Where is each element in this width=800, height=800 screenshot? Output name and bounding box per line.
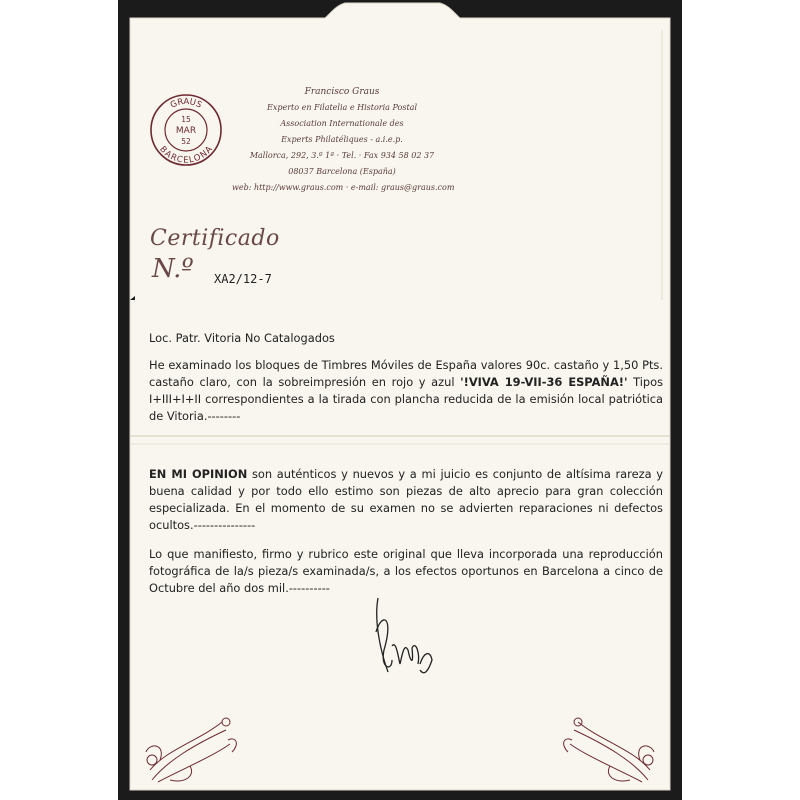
- letterhead-line: Mallorca, 292, 3.º 1ª · Tel. · Fax 934 58 02 37: [249, 151, 435, 160]
- overprint-text: '!VIVA 19-VII-36 ESPAÑA!': [460, 375, 628, 389]
- certificate-title: Certificado: [150, 226, 280, 251]
- certificate-number: XA2/12-7: [214, 272, 272, 286]
- letterhead-line: Association Internationale des: [280, 119, 404, 128]
- date-stamp: [148, 92, 224, 168]
- declaration-paragraph: Lo que manifiesto, firmo y rubrico este original que lleva incorporada una reproducción fotográfica de la/s pieza/s examinada/s, a los efectos oportunos en Barcelona a cinco de Octubre del año dos mil.----------: [149, 547, 663, 595]
- examination-text-b: Tipos I+III+I+II correspondientes a la tirada con plancha reducida de la emisión local patriótica de Vitoria.--------: [149, 375, 663, 423]
- stamp-month: MAR: [175, 126, 197, 136]
- stamp-day: 15: [181, 115, 191, 124]
- certificate-number-label: N.º: [152, 254, 194, 284]
- letterhead-line: web: http://www.graus.com · e-mail: graus@graus.com: [232, 183, 455, 192]
- letterhead-line: 08037 Barcelona (España): [288, 167, 396, 176]
- opinion-paragraph: [149, 466, 663, 534]
- catalog-heading: Loc. Patr. Vitoria No Catalogados: [149, 331, 335, 345]
- letterhead-name: Francisco Graus: [304, 87, 380, 97]
- opinion-text: son auténticos y nuevos y a mi juicio es conjunto de altísima rareza y buena calidad y por todo ello estimo son piezas de alto aprecio para gran colección especializada. En el momento de su examen no se advierten reparaciones ni defectos ocultos.---------------: [149, 467, 663, 532]
- examination-paragraph: [149, 357, 663, 425]
- letterhead: [232, 84, 455, 196]
- opinion-lead: EN MI OPINION: [149, 467, 248, 481]
- stamp-top-text: GRAUS: [168, 96, 204, 111]
- letterhead-line: Experts Philatéliques - a.i.e.p.: [281, 135, 403, 144]
- examination-text-a: He examinado los bloques de Timbres Móviles de España valores 90c. castaño y 1,50 Pts. castaño claro, con la sobreimpresión en rojo y azul: [149, 358, 663, 389]
- letterhead-line: Experto en Filatelia e Historia Postal: [266, 103, 418, 112]
- stamp-year: 52: [181, 137, 191, 146]
- svg-text:BARCELONA: [157, 144, 215, 165]
- stamp-bottom-text: BARCELONA: [157, 144, 215, 166]
